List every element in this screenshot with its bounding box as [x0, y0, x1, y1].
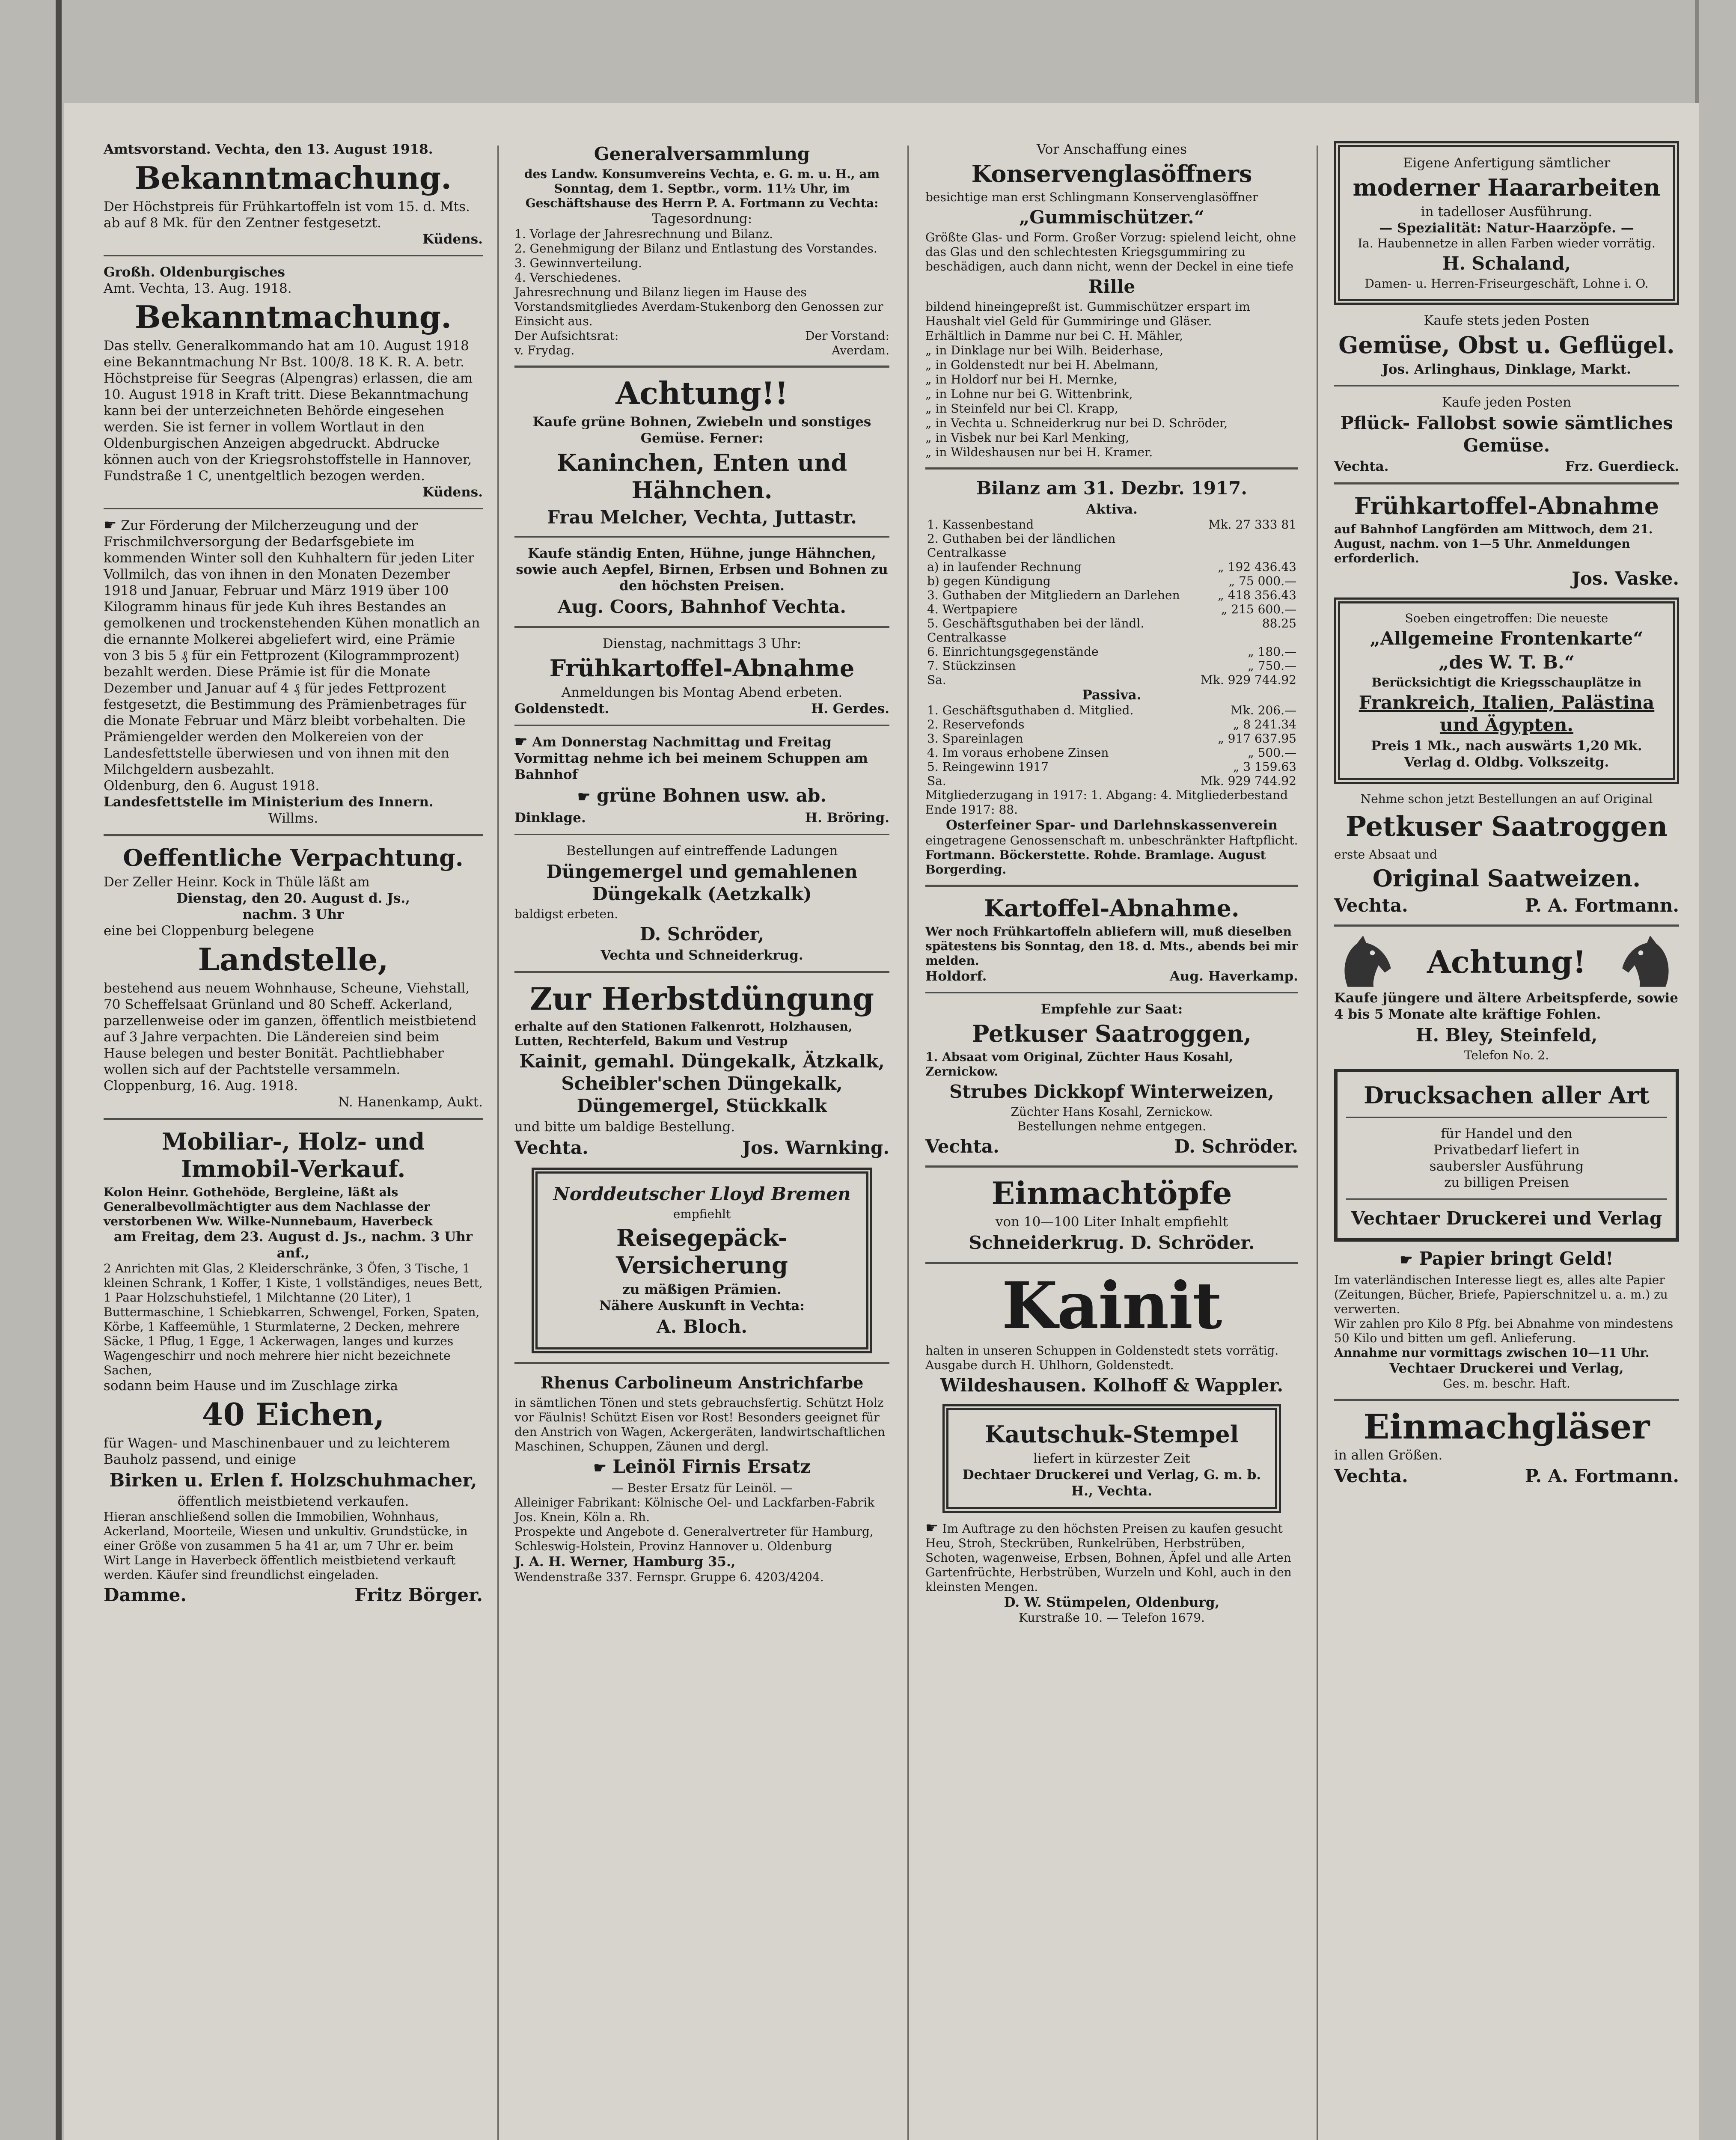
agenda-item: 3. Gewinnverteilung.: [514, 256, 642, 270]
ad-text: 2 Anrichten mit Glas, 2 Kleiderschränke, 3 Öfen, 3 Tische, 1 kleinen Schrank, 1 Koffer, 1 Kiste, 1 vollständiges, neues Bett, 1 Paar Holzschuhstiefel, 1 Milchtanne (20 Liter), 1 Buttermaschine, 1 Schiebkarren, Schwengel, Forken, Spaten, Körbe, 1 Kaffeemühle, 1 Sturmlaterne, 2 Decken, mehrere Säcke, 1 Pflug, 1 Egge, 1 Ackerwagen, langes und kurzes Wagengeschirr und noch mehrere hier nicht bezeichnete Sachen,: [104, 1261, 483, 1377]
table-row: [925, 588, 1298, 602]
divider: [1334, 924, 1679, 927]
table-row: [925, 560, 1298, 574]
ad-title: Generalversammlung: [594, 143, 810, 164]
ad-headline: Birken u. Erlen f. Holzschuhmacher,: [109, 1470, 477, 1491]
ad-text: Kaufe ständig Enten, Hühne, junge Hähnchen, sowie auch Aepfel, Birnen, Erbsen und Bohnen zu den höchsten Preisen.: [516, 546, 888, 594]
ad-signature: Landesfettstelle im Ministerium des Innern.: [104, 794, 434, 810]
divider: [514, 971, 889, 973]
ad-text: Telefon No. 2.: [1464, 1048, 1549, 1062]
ad-text: [104, 517, 483, 778]
ad-title: Kainit: [1002, 1268, 1222, 1343]
map-ad-box: [1334, 597, 1679, 784]
ad-title: Zur Herbstdüngung: [529, 981, 874, 1017]
ad-signature: Küdens.: [422, 484, 483, 500]
ad-price: Preis 1 Mk., nach auswärts 1,20 Mk.: [1371, 738, 1642, 754]
table-cell-value: 88.25: [1262, 616, 1296, 630]
table-cell-label: 1. Geschäftsguthaben d. Mitglied.: [927, 703, 1134, 717]
ad-text: halten in unseren Schuppen in Goldenstedt stets vorrätig. Ausgabe durch H. Uhlhorn, Goldenstedt.: [925, 1343, 1279, 1372]
ad-body: Am Donnerstag Nachmittag und Freitag Vormittag nehme ich bei meinem Schuppen am Bahnhof: [514, 734, 868, 782]
ad-signature: Der Aufsichtsrat:: [514, 329, 619, 343]
column-3: [916, 141, 1308, 2140]
pointing-hand-icon: ☛: [925, 1519, 939, 1537]
list-item: „ in Visbek nur bei Karl Menking,: [925, 431, 1130, 445]
ad-place: Vechta.: [514, 1137, 589, 1158]
pointing-hand-icon: ☛: [1400, 1251, 1413, 1269]
ad-date: am Freitag, dem 23. August d. Js., nachm. 3 Uhr anf.,: [113, 1229, 473, 1261]
ad-header: Großh. Oldenburgisches: [104, 265, 285, 280]
ad-text: bestehend aus neuem Wohnhause, Scheune, Viehstall, 70 Scheffelsaat Grünland und 80 Scheff. Ackerland, parzellenweise oder im ganzen, öffentlich meistbietend auf 3 Jahre verpachten. Die Ländereien sind beim Hause belegen und bester Bonität. Pachtliebhaber wollen sich auf der Pachtstelle versammeln.: [104, 981, 477, 1077]
ad-headline: [514, 785, 889, 808]
ad-place: Vechta.: [1334, 1465, 1408, 1486]
ad-text: eine bei Cloppenburg belegene: [104, 923, 314, 939]
pointing-hand-icon: ☛: [593, 1459, 606, 1477]
table-cell-value: „ 8 241.34: [1233, 717, 1296, 731]
ad-headline: [514, 1456, 889, 1479]
ad-text: Kaufe jeden Posten: [1442, 395, 1572, 410]
lloyd-ad-box: [532, 1168, 872, 1353]
divider: [1346, 1198, 1667, 1200]
divider: [925, 1165, 1298, 1168]
ad-text: Anmeldungen bis Montag Abend erbeten.: [561, 685, 843, 700]
table-cell-label: 5. Geschäftsguthaben bei der ländl. Centralkasse: [927, 616, 1144, 645]
ad-title: Düngemergel und gemahlenen Düngekalk (Aetzkalk): [546, 861, 858, 904]
table-cell-value: „ 192 436.43: [1218, 560, 1296, 574]
ad-signature: H. Schaland,: [1442, 253, 1571, 274]
ad-signature: Jos. Warnking.: [742, 1137, 889, 1158]
table-row: [925, 673, 1298, 687]
ad-title: Pflück- Fallobst sowie sämtliches Gemüse.: [1340, 413, 1673, 456]
ad-title: Einmachgläser: [1363, 1406, 1650, 1447]
divider: [514, 536, 889, 538]
ad-headline: Reisegepäck-Versicherung: [616, 1224, 788, 1279]
ad-headline: Rille: [1088, 276, 1136, 297]
ad-title: Frühkartoffel-Abnahme: [549, 654, 855, 682]
ad-text: Dienstag, den 20. August d. Js.,: [176, 891, 410, 906]
table-cell-value: „ 500.—: [1248, 746, 1296, 760]
ad-signature: Küdens.: [422, 232, 483, 247]
table-row: [925, 703, 1298, 717]
column-2: [505, 141, 899, 2140]
table-cell-label: 2. Guthaben bei der ländlichen Centralkasse: [927, 532, 1116, 560]
ad-footer: [1334, 1465, 1679, 1487]
list-item: „ in Wildeshausen nur bei H. Kramer.: [925, 445, 1153, 459]
divider: [514, 626, 889, 628]
table-cell-value: „ 180.—: [1248, 645, 1296, 659]
ad-text: [925, 1521, 1298, 1594]
ad-place: Goldenstedt.: [514, 701, 609, 716]
ad-signature: Verlag d. Oldbg. Volkszeitg.: [1404, 755, 1609, 770]
hair-ad-box: [1334, 141, 1679, 305]
divider: [514, 725, 889, 726]
ad-text: Empfehle zur Saat:: [1040, 1002, 1183, 1017]
ad-text: Das stellv. Generalkommando hat am 10. August 1918 eine Bekanntmachung Nr Bst. 100/8. 18 K. R. A. betr. Höchstpreise für Seegras (Alpengras) erlassen, die am 10. August 1918 in Kraft tritt. Diese Bekanntmachung kann bei der unterzeichneten Behörde eingesehen werden. Sie ist ferner in vollem Wortlaut in den Oldenburgischen Anzeigen abgedruckt. Abdrucke können auch von der Kriegsrohstoffstelle in Hannover, Fundstraße 1 C, unentgeltlich bezogen werden.: [104, 338, 473, 484]
table-row: [925, 731, 1298, 746]
ad-body: Zur Förderung der Milcherzeugung und der Frischmilchversorgung der Bedarfsgebiete im kommenden Winter soll den Kuhhaltern für jeden Liter Vollmilch, das von ihnen in den Monaten Dezember 1918 und Januar, Februar und März 1919 über 100 Kilogramm hinaus für jede Kuh ihres Bestandes an gemolkenen und trockenstehenden Kühen monatlich an die ernannte Molkerei abgeliefert wird, eine Prämie von 3 bis 5 ₰ für ein Fettprozent (Kilogrammprozent) bezahlt werden. Diese Prämie ist für die Monate Dezember und Januar auf 4 ₰ für jedes Fettprozent festgesetzt, die Bestimmung des Prämienbetrages für die Monate Februar und März bleibt vorbehalten. Die Prämiengelder werden den Molkereien von der Landesfettstelle überwiesen und von ihnen mit den Milchgeldern ausbezahlt.: [104, 518, 480, 777]
ad-signature: Jos. Vaske.: [1572, 568, 1679, 589]
ad-text: Vor Anschaffung eines: [1036, 142, 1187, 157]
table-cell-label: 2. Reservefonds: [927, 717, 1025, 731]
table-row: [925, 774, 1298, 788]
table-cell-label: a) in laufender Rechnung: [927, 560, 1082, 574]
table-row: [925, 717, 1298, 731]
table-row: [925, 645, 1298, 659]
ad-text: Damen- u. Herren-Friseurgeschäft, Lohne i. O.: [1364, 276, 1649, 291]
divider: [104, 834, 483, 836]
table-cell-value: „ 75 000.—: [1228, 574, 1296, 588]
list-item: „ in Steinfeld nur bei Cl. Krapp,: [925, 401, 1118, 416]
divider: [925, 992, 1298, 993]
ad-text: Mitgliederzugang in 1917: 1. Abgang: 4. Mitgliederbestand Ende 1917: 88.: [925, 788, 1288, 817]
page-left-edge: [56, 0, 62, 2140]
ad-text: Alleiniger Fabrikant: Kölnische Oel- und Lackfarben-Fabrik Jos. Knein, Köln a. Rh.: [514, 1495, 875, 1524]
divider: [104, 508, 483, 509]
print-ad-box: [1334, 1069, 1679, 1242]
divider: [104, 255, 483, 256]
divider: [514, 366, 889, 368]
ad-place: Vechta.: [1334, 895, 1408, 916]
achtung-header: [1334, 934, 1679, 990]
ad-signature: Averdam.: [832, 343, 889, 357]
ad-text: zu mäßigen Prämien.: [622, 1282, 782, 1297]
column-1: [94, 141, 492, 2140]
ad-signature: Aug. Haverkamp.: [1169, 969, 1298, 984]
ad-signature: Wildeshausen. Kolhoff & Wappler.: [940, 1375, 1284, 1396]
table-cell-value: Mk. 929 744.92: [1201, 774, 1296, 788]
ad-text: Nehme schon jetzt Bestellungen an auf Original: [1360, 792, 1653, 806]
ad-footer: [104, 1584, 483, 1606]
ad-text: [514, 734, 889, 783]
ad-text: erste Absaat und: [1334, 847, 1438, 862]
ad-signature: Vechtaer Druckerei und Verlag,: [1389, 1361, 1624, 1376]
ad-date: Amtsvorstand. Vechta, den 13. August 1918.: [104, 142, 433, 157]
stamp-ad-box: [942, 1404, 1281, 1513]
table-row: [925, 602, 1298, 616]
ad-signature: Vechtaer Druckerei und Verlag: [1351, 1208, 1662, 1229]
ad-title: Petkuser Saatroggen,: [972, 1020, 1252, 1047]
ad-text: bildend hineingepreßt ist. Gummischützer erspart im Haushalt viel Geld für Gummiringe und Gläser.: [925, 300, 1250, 328]
ad-signature: Vechta und Schneiderkrug.: [600, 948, 803, 963]
table-row: [925, 659, 1298, 673]
divider: [104, 1118, 483, 1120]
table-cell-value: Mk. 27 333 81: [1208, 517, 1296, 532]
ad-text: Annahme nur vormittags zwischen 10—11 Uhr.: [1334, 1346, 1650, 1360]
ad-title: Mobiliar-, Holz- und Immobil-Verkauf.: [161, 1128, 425, 1183]
ad-text: in sämtlichen Tönen und stets gebrauchsfertig. Schützt Holz vor Fäulnis! Schützt Eisen vor Rost! Besonders geeignet für den Anstrich von Wagen, Ackergeräten, landwirtschaftlichen Maschinen, Schuppen, Zäunen und dergl.: [514, 1396, 886, 1453]
agenda-item: 1. Vorlage der Jahresrechnung und Bilanz.: [514, 227, 773, 241]
ad-place: Vechta.: [1334, 459, 1389, 474]
ad-title: Bilanz am 31. Dezbr. 1917.: [976, 478, 1247, 499]
ad-signature: Fritz Börger.: [354, 1584, 483, 1605]
table-cell-label: b) gegen Kündigung: [927, 574, 1051, 588]
ad-signatures: [514, 329, 889, 343]
divider: [925, 1262, 1298, 1264]
ad-text: 1. Absaat vom Original, Züchter Haus Kosahl, Zernickow.: [925, 1050, 1233, 1079]
newspaper-page: [64, 103, 1699, 2140]
list-item: „ in Goldenstedt nur bei H. Abelmann,: [925, 358, 1159, 372]
table-heading: Aktiva.: [1086, 502, 1138, 517]
ad-text: Züchter Hans Kosahl, Zernickow.: [1011, 1105, 1213, 1119]
ad-footer: [1334, 458, 1679, 475]
table-cell-value: „ 215 600.—: [1221, 602, 1296, 616]
ad-text: nachm. 3 Uhr: [242, 907, 344, 922]
column-4: [1325, 141, 1688, 2140]
table-cell-value: „ 3 159.63: [1233, 760, 1296, 774]
divider: [1346, 1117, 1667, 1118]
agenda-item: 4. Verschiedenes.: [514, 270, 621, 285]
ad-text: Bestellungen nehme entgegen.: [1017, 1119, 1207, 1133]
ad-footer: [1334, 895, 1679, 917]
column-rule: [497, 146, 499, 2140]
table-cell-value: [1199, 532, 1298, 560]
ad-signature: D. Schröder.: [1174, 1136, 1298, 1157]
ad-signature: Dechtaer Druckerei und Verlag, G. m. b. H., Vechta.: [962, 1467, 1261, 1499]
ad-place: Holdorf.: [925, 969, 987, 984]
ad-signature: Aug. Coors, Bahnhof Vechta.: [557, 596, 847, 617]
table-row: [925, 616, 1298, 645]
divider: [1334, 385, 1679, 386]
ad-signatures: [514, 343, 889, 358]
ad-text: in allen Größen.: [1334, 1447, 1443, 1463]
table-cell-label: 1. Kassenbestand: [927, 517, 1034, 532]
table-cell-value: Mk. 929 744.92: [1201, 673, 1296, 687]
ad-footer: [514, 701, 889, 717]
ad-text: baldigst erbeten.: [514, 907, 618, 921]
ad-text: für Wagen- und Maschinenbauer und zu leichterem Bauholz passend, und einige: [104, 1436, 450, 1467]
ad-text: von 10—100 Liter Inhalt empfiehlt: [995, 1214, 1228, 1230]
ad-text: Kaufe jüngere und ältere Arbeitspferde, sowie 4 bis 5 Monate alte kräftige Fohlen.: [1334, 990, 1678, 1022]
ad-text: öffentlich meistbietend verkaufen.: [177, 1494, 409, 1509]
table-cell-label: 6. Einrichtungsgegenstände: [927, 645, 1099, 659]
table-cell-label: Sa.: [927, 673, 946, 687]
divider: [1334, 482, 1679, 484]
table-row: [925, 746, 1298, 760]
ad-signature: H. Bley, Steinfeld,: [1415, 1025, 1598, 1046]
table-row: [925, 574, 1298, 588]
ad-subhead: Tagesordnung:: [651, 211, 752, 226]
ad-text: Wir zahlen pro Kilo 8 Pfg. bei Abnahme von mindestens 50 Kilo und bitten um gefl. Anlieferung.: [1334, 1317, 1674, 1345]
pointing-hand-icon: ☛: [514, 733, 528, 750]
balance-table-aktiva: [925, 517, 1298, 687]
ad-header: Amt. Vechta, 13. Aug. 1918.: [104, 281, 292, 296]
ad-text: Eigene Anfertigung sämtlicher: [1403, 155, 1611, 171]
table-cell-value: „ 418 356.43: [1218, 588, 1296, 602]
ad-headline: „Gummischützer.“: [1019, 207, 1204, 228]
ad-text: — Bester Ersatz für Leinöl. —: [611, 1481, 793, 1495]
ad-place: Dinklage.: [514, 810, 586, 826]
table-cell-value: „ 917 637.95: [1218, 731, 1296, 746]
ad-address: Wendenstraße 337. Fernspr. Gruppe 6. 4203/4204.: [514, 1570, 824, 1584]
ad-body: Im Auftrage zu den höchsten Preisen zu kaufen gesucht Heu, Stroh, Steckrüben, Runkelrüben, Herbstrüben, Schoten, wagenweise, Erbsen, Bohnen, Äpfel und alle Arten Gartenfrüchte, Herbstrüben, Wurzeln und Kohl, auch in den kleinsten Mengen.: [925, 1522, 1292, 1594]
table-cell-label: 4. Im voraus erhobene Zinsen: [927, 746, 1109, 760]
ad-signature: H. Bröring.: [805, 810, 889, 826]
column-rule: [907, 146, 909, 2140]
divider: [1334, 1399, 1679, 1401]
ad-title: Bekanntmachung.: [134, 160, 452, 196]
ad-text: Nähere Auskunft in Vechta:: [599, 1298, 805, 1314]
ad-text: Wer noch Frühkartoffeln abliefern will, muß dieselben spätestens bis Sonntag, den 18. d. Mts., abends bei mir melden.: [925, 924, 1298, 968]
ad-text: Erhältlich in Damme nur bei C. H. Mähler,: [925, 329, 1183, 343]
ad-text: Berücksichtigt die Kriegsschauplätze in: [1371, 675, 1642, 690]
divider: [925, 467, 1298, 470]
ad-signature: Frau Melcher, Vechta, Juttastr.: [547, 507, 857, 528]
ad-headline-text: Leinöl Firnis Ersatz: [612, 1456, 811, 1477]
ad-text: — Spezialität: Natur-Haarzöpfe. —: [1379, 220, 1634, 236]
ad-signature: Der Vorstand:: [805, 329, 889, 343]
ad-text: zu billigen Preisen: [1444, 1175, 1569, 1190]
list-item: „ in Vechta u. Schneiderkrug nur bei D. Schröder,: [925, 416, 1228, 430]
ad-title: Achtung!!: [615, 375, 788, 411]
table-cell-label: 7. Stückzinsen: [927, 659, 1016, 673]
ad-text: Der Zeller Heinr. Kock in Thüle läßt am: [104, 874, 370, 890]
ad-place: Damme.: [104, 1584, 187, 1605]
ad-text: und bitte um baldige Bestellung.: [514, 1119, 735, 1135]
ad-title: Drucksachen aller Art: [1364, 1082, 1650, 1109]
ad-title: Petkuser Saatroggen: [1345, 811, 1668, 843]
ad-place: Oldenburg, den 6. August 1918.: [104, 778, 320, 794]
ad-signature: Jos. Arlinghaus, Dinklage, Markt.: [1382, 362, 1631, 377]
ad-text: Ges. m. beschr. Haft.: [1443, 1376, 1570, 1391]
divider: [514, 1362, 889, 1364]
ad-title: Achtung!: [1427, 944, 1586, 980]
balance-table-passiva: [925, 703, 1298, 788]
ad-text: liefert in kürzester Zeit: [1033, 1451, 1190, 1466]
ad-title: Kautschuk-Stempel: [984, 1421, 1239, 1448]
ad-text: Prospekte und Angebote d. Generalvertreter für Hamburg, Schleswig-Holstein, Provinz Hannover u. Oldenburg: [514, 1525, 874, 1553]
ad-text: des Landw. Konsumvereins Vechta, e. G. m. u. H., am Sonntag, dem 1. Septbr., vorm. 11½ Uhr, im Geschäftshause des Herrn P. A. Fortmann zu Vechta:: [524, 167, 880, 210]
ad-date: Cloppenburg, 16. Aug. 1918.: [104, 1078, 298, 1094]
ad-headline-text: grüne Bohnen usw. ab.: [597, 785, 827, 806]
ad-title: [1334, 1248, 1679, 1271]
agenda-item: 2. Genehmigung der Bilanz und Entlastung des Vorstandes.: [514, 241, 877, 256]
ad-signature: Frz. Guerdieck.: [1565, 459, 1679, 474]
ad-headline: 40 Eichen,: [202, 1396, 385, 1433]
ad-signature: D. W. Stümpelen, Oldenburg,: [1004, 1595, 1220, 1610]
pointing-hand-icon: ☛: [577, 788, 591, 805]
table-cell-label: Sa.: [927, 774, 946, 788]
ad-title: Einmachtöpfe: [991, 1175, 1232, 1211]
table-row: [925, 760, 1298, 774]
ad-signature: A. Bloch.: [656, 1316, 748, 1337]
ad-text: Im vaterländischen Interesse liegt es, alles alte Papier (Zeitungen, Bücher, Briefe, Papierschnitzel u. a. m.) zu verwerten.: [1334, 1273, 1668, 1316]
ad-headline: Osterfeiner Spar- und Darlehnskassenverein: [946, 817, 1278, 833]
ad-text: Der Höchstpreis für Frühkartoffeln ist vom 15. d. Mts. ab auf 8 Mk. für den Zentner festgesetzt.: [104, 199, 470, 231]
ad-title: Frühkartoffel-Abnahme: [1354, 492, 1659, 520]
ad-title: Norddeutscher Lloyd Bremen: [553, 1183, 851, 1204]
ad-title: Konservenglasöffners: [971, 160, 1252, 187]
ad-text: Kaufe grüne Bohnen, Zwiebeln und sonstiges Gemüse. Ferner:: [532, 414, 871, 446]
ad-headline: Landstelle,: [198, 941, 389, 978]
ad-text: Ia. Haubennetze in allen Farben wieder vorrätig.: [1358, 236, 1656, 250]
ad-signature: H. Gerdes.: [811, 701, 889, 716]
ad-headline: Original Saatweizen.: [1372, 865, 1641, 892]
ad-text: saubersler Ausführung: [1429, 1159, 1584, 1174]
ad-footer: [514, 1137, 889, 1159]
ad-text: erhalte auf den Stationen Falkenrott, Holzhausen, Lutten, Rechterfeld, Bakum und Vestrup: [514, 1019, 853, 1048]
ad-text: Jahresrechnung und Bilanz liegen im Hause des Vorstandsmitgliedes Averdam-Stukenborg den Genossen zur Einsicht aus.: [514, 285, 883, 328]
ad-signature: J. A. H. Werner, Hamburg 35.,: [514, 1554, 736, 1569]
ad-text: Privatbedarf liefert in: [1433, 1142, 1580, 1158]
ad-text: Soeben eingetroffen: Die neueste: [1405, 611, 1608, 625]
pointing-hand-icon: ☛: [104, 517, 117, 534]
ad-title: Oeffentliche Verpachtung.: [123, 844, 464, 871]
ad-text: Kolon Heinr. Gothehöde, Bergleine, läßt als Generalbevollmächtigter aus dem Nachlasse der verstorbenen Ww. Wilke-Nunnebaum, Haverbeck: [104, 1185, 433, 1228]
table-cell-label: 4. Wertpapiere: [927, 602, 1018, 616]
list-item: „ in Holdorf nur bei H. Mernke,: [925, 372, 1118, 386]
table-cell-label: 3. Spareinlagen: [927, 731, 1023, 746]
ad-signature: P. A. Fortmann.: [1525, 895, 1679, 916]
table-row: [925, 517, 1298, 532]
ad-text: sodann beim Hause und im Zuschlage zirka: [104, 1378, 398, 1394]
divider: [514, 834, 889, 835]
table-heading: Passiva.: [1082, 687, 1141, 703]
ad-title: Gemüse, Obst u. Geflügel.: [1338, 331, 1675, 359]
ad-title: „Allgemeine Frontenkarte“: [1370, 628, 1644, 649]
ad-headline: Kainit, gemahl. Düngekalk, Ätzkalk, Scheibler'schen Düngekalk, Düngemergel, Stückkalk: [519, 1051, 885, 1116]
ad-signature: P. A. Fortmann.: [1525, 1465, 1679, 1486]
ad-text: Kaufe stets jeden Posten: [1424, 313, 1590, 328]
ad-title: moderner Haararbeiten: [1353, 174, 1661, 201]
ad-text: Bestellungen auf eintreffende Ladungen: [566, 843, 838, 859]
ad-signature: N. Hanenkamp, Aukt.: [338, 1094, 483, 1110]
ad-text: Hieran anschließend sollen die Immobilien, Wohnhaus, Ackerland, Moorteile, Wiesen und unkultiv. Grundstücke, in einer Größe von zusammen 5 ha 41 ar, um 7 Uhr er. beim Wirt Lange in Haverbeck öffentlich meistbietend verkauft werden. Käufer sind freundlichst eingeladen.: [104, 1510, 468, 1582]
ad-title: Bekanntmachung.: [134, 299, 452, 335]
ad-place: Vechta.: [925, 1136, 999, 1157]
ad-footer: [925, 1135, 1298, 1158]
ad-text: in tadelloser Ausführung.: [1421, 204, 1593, 220]
list-item: „ in Lohne nur bei G. Wittenbrink,: [925, 387, 1133, 401]
ad-address: Kurstraße 10. — Telefon 1679.: [1019, 1611, 1205, 1625]
ad-footer: [514, 810, 889, 826]
ad-text: eingetragene Genossenschaft m. unbeschränkter Haftpflicht.: [925, 833, 1298, 847]
ad-title-text: Papier bringt Geld!: [1419, 1248, 1614, 1269]
ad-headline: Kaninchen, Enten und Hähnchen.: [556, 449, 847, 504]
ad-text: auf Bahnhof Langförden am Mittwoch, dem 21. August, nachm. von 1—5 Uhr. Anmeldungen erforderlich.: [1334, 522, 1653, 565]
horse-head-icon: [1615, 934, 1679, 990]
ad-headline: Strubes Dickkopf Winterweizen,: [949, 1081, 1274, 1102]
table-cell-value: „ 750.—: [1248, 659, 1296, 673]
table-row: [925, 532, 1298, 560]
ad-text: besichtige man erst Schlingmann Konservenglasöffner: [925, 190, 1258, 204]
ad-title: Kartoffel-Abnahme.: [984, 895, 1240, 922]
column-rule: [1317, 146, 1318, 2140]
ad-signature: Schneiderkrug. D. Schröder.: [969, 1232, 1255, 1253]
ad-text: für Handel und den: [1441, 1126, 1573, 1141]
table-cell-value: Mk. 206.—: [1231, 703, 1296, 717]
ad-signature: D. Schröder,: [639, 924, 764, 945]
ad-title: Rhenus Carbolineum Anstrichfarbe: [540, 1373, 864, 1392]
divider: [925, 885, 1298, 887]
list-item: „ in Dinklage nur bei Wilh. Beiderhase,: [925, 343, 1164, 357]
ad-signature: Willms.: [268, 811, 318, 826]
ad-text: Größte Glas- und Form. Großer Vorzug: spielend leicht, ohne das Glas und den schlechtesten Kriegsgummiring zu beschädigen, auch dann nicht, wenn der Deckel in eine tiefe: [925, 230, 1296, 273]
ad-footer: [925, 968, 1298, 984]
table-cell-label: 3. Guthaben der Mitgliedern an Darlehen: [927, 588, 1180, 602]
horse-head-icon: [1334, 934, 1398, 990]
ad-signature: Fortmann. Böckerstette. Rohde. Bramlage. August Borgerding.: [925, 848, 1266, 877]
ad-text: Dienstag, nachmittags 3 Uhr:: [602, 636, 802, 651]
ad-signature: v. Frydag.: [514, 343, 575, 357]
ad-text: empfiehlt: [673, 1207, 731, 1221]
ad-headline: Frankreich, Italien, Palästina und Ägypten.: [1358, 692, 1655, 735]
ad-title: „des W. T. B.“: [1439, 652, 1575, 673]
table-cell-label: 5. Reingewinn 1917: [927, 760, 1049, 774]
